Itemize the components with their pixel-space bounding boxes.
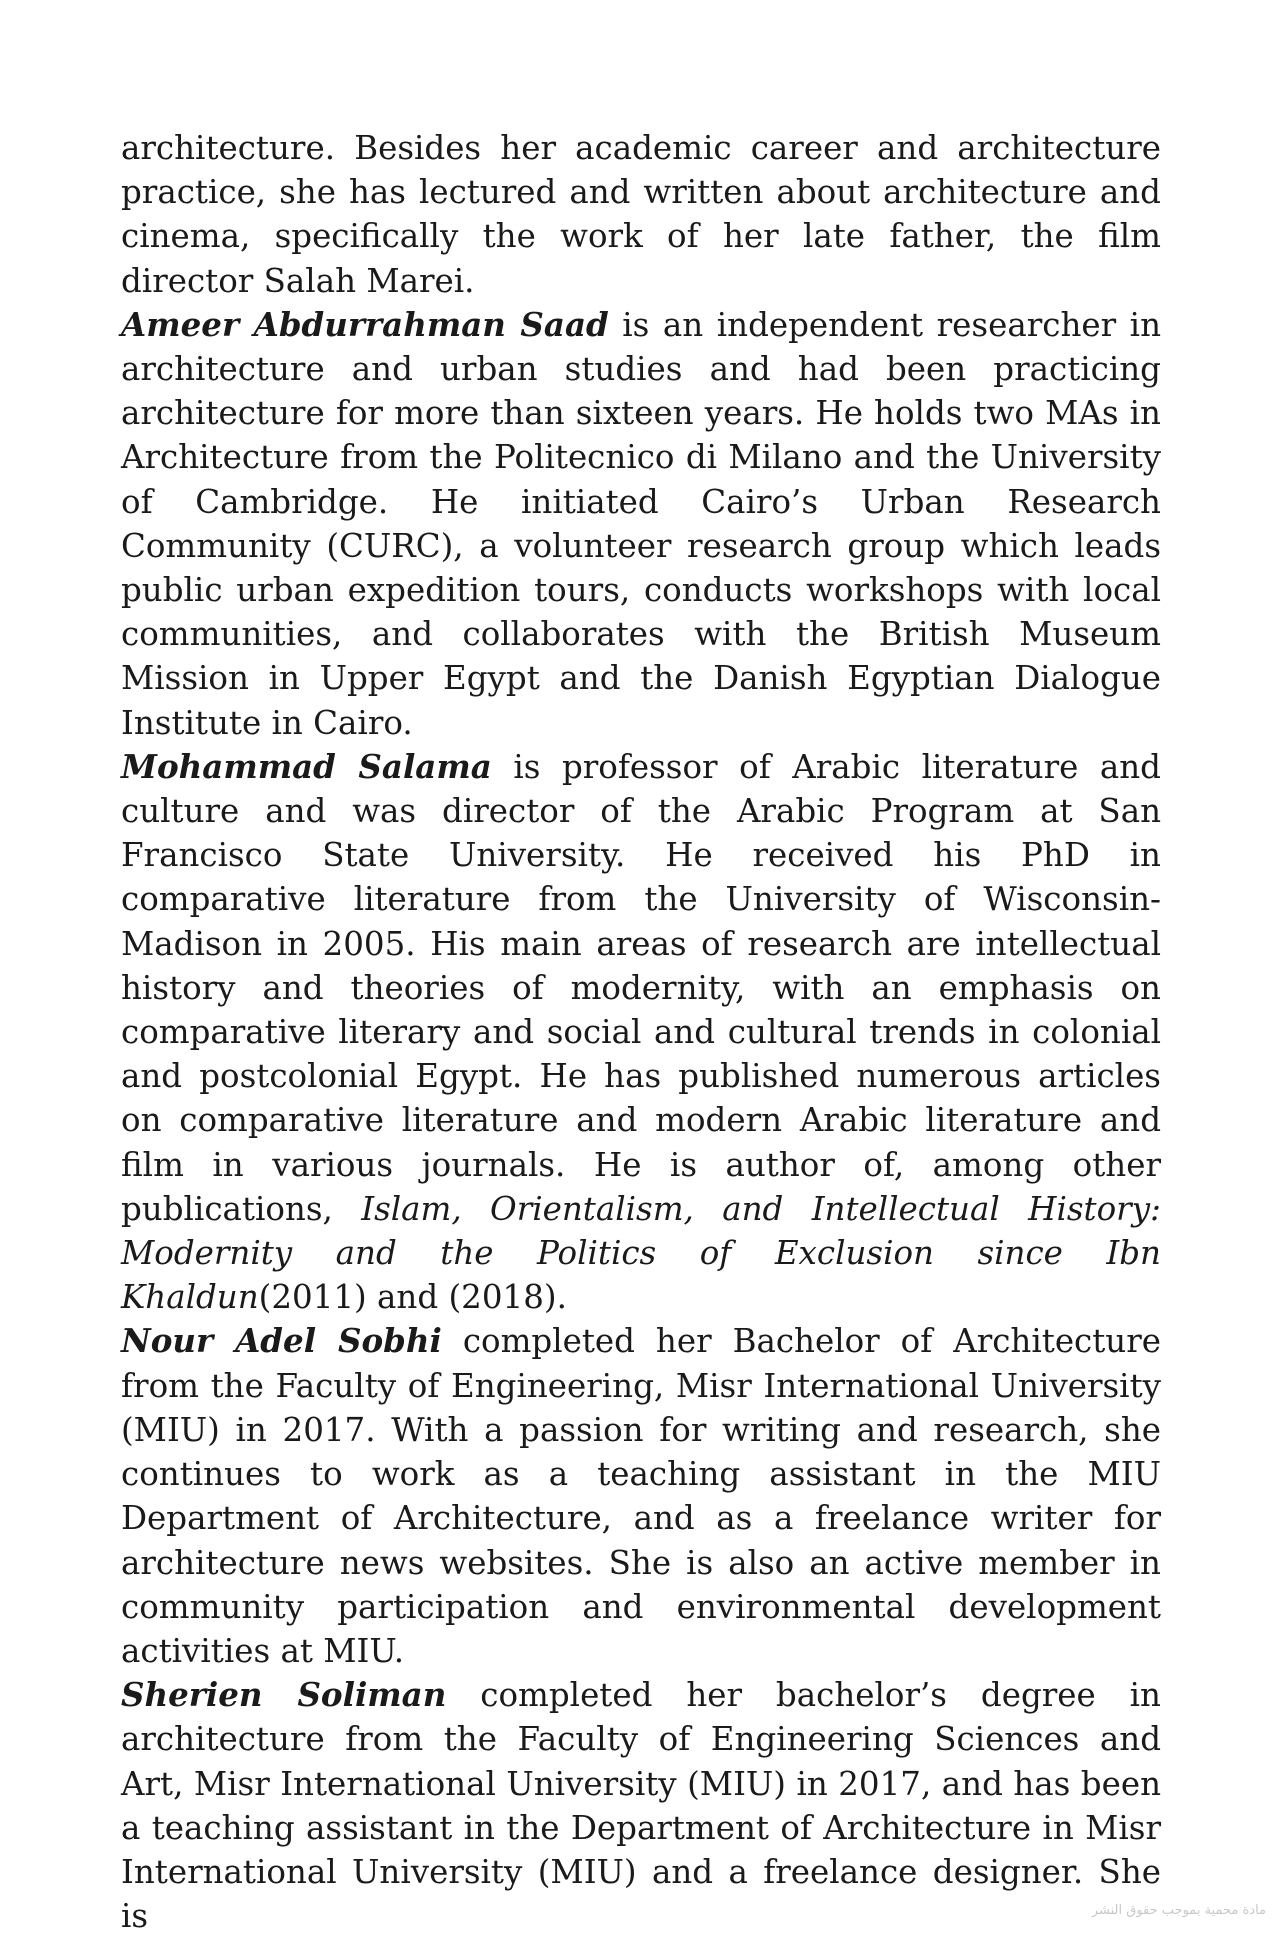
paragraph-bio-sherien-soliman <box>121 1673 1161 1938</box>
book-title: Islam, Orientalism, and Intellectual History: Modernity and the Politics of Exclusion since Ibn Khaldun <box>121 1189 1162 1317</box>
paragraph-bio-ameer-saad <box>121 303 1161 745</box>
paragraph-text: completed her bachelor’s degree in architecture from the Faculty of Engineering Sciences and Art, Misr International University (MIU) in 2017, and has been a teaching assistant in the Department of Architecture in Misr International University (MIU) and a freelance designer. She is <box>121 1676 1161 1936</box>
paragraph-bio-continuation <box>121 126 1161 303</box>
copyright-watermark: مادة محمية بموجب حقوق النشر <box>1091 1903 1266 1918</box>
paragraph-text: (2011) and (2018). <box>258 1278 567 1317</box>
paragraph-text: is professor of Arabic literature and culture and was director of the Arabic Program at San Francisco State University. He received his PhD in comparative literature from the University of Wisconsin-Madison in 2005. His main areas of research are intellectual history and theories of modernity, with an emphasis on comparative literary and social and cultural trends in colonial and postcolonial Egypt. He has published numerous articles on comparative literature and modern Arabic literature and film in various journals. He is author of, among other publications, <box>121 747 1161 1228</box>
paragraph-bio-nour-sobhi <box>121 1319 1161 1673</box>
author-name: Ameer Abdurrahman Saad <box>121 304 609 344</box>
author-name: Mohammad Salama <box>121 746 492 786</box>
paragraph-text: architecture. Besides her academic career and architecture practice, she has lectured and written about architecture and cinema, specifically the work of her late father, the film director Salah Marei. <box>121 129 1161 300</box>
paragraph-bio-mohammad-salama <box>121 745 1161 1320</box>
author-name: Sherien Soliman <box>121 1675 447 1715</box>
author-name: Nour Adel Sobhi <box>121 1321 442 1361</box>
paragraph-text: is an independent researcher in architecture and urban studies and had been practicing architecture for more than sixteen years. He holds two MAs in Architecture from the Politecnico di Milano and the University of Cambridge. He initiated Cairo’s Urban Research Community (CURC), a volunteer research group which leads public urban expedition tours, conducts workshops with local communities, and collaborates with the British Museum Mission in Upper Egypt and the Danish Egyptian Dialogue Institute in Cairo. <box>121 305 1162 742</box>
document-page <box>121 126 1161 1938</box>
paragraph-text: completed her Bachelor of Architecture from the Faculty of Engineering, Misr International University (MIU) in 2017. With a passion for writing and research, she continues to work as a teaching assistant in the MIU Department of Architecture, and as a freelance writer for architecture news websites. She is also an active member in community participation and environmental development activities at MIU. <box>121 1322 1162 1670</box>
